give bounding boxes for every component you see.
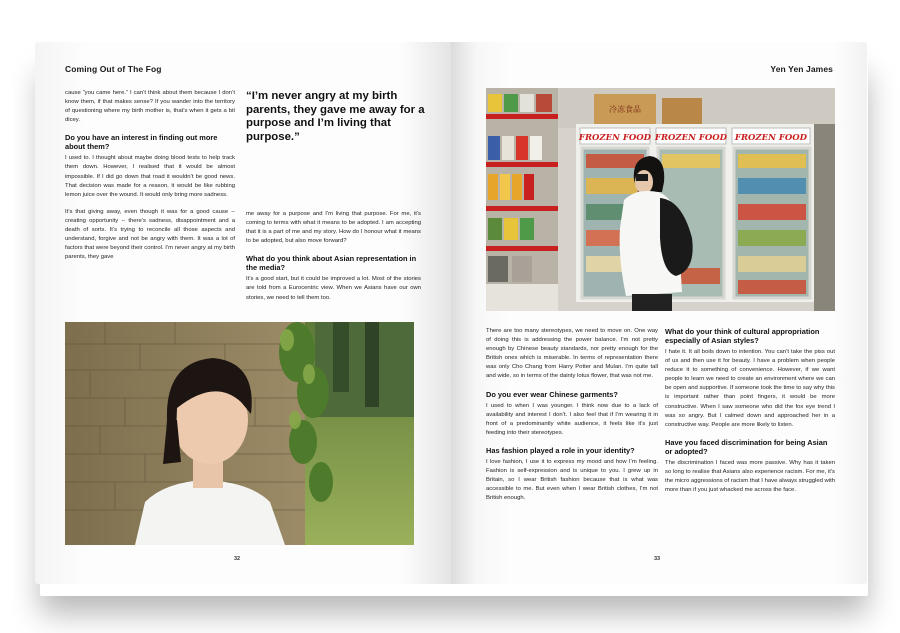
paragraph: I hate it. It all boils down to intention. You can’t take the piss out of us and then use it for beauty. I have a problem when people reduce it to something of convenience. However, if we want people to learn we need to create an environment where we can be open and supportive. If someone took the time to say why this is important rather than point fingers, it would be more constructive. When I saw someone who did the fox eye trend I was so angry. But I calmed down and approached her in a constructive way. People are more likely to listen. — [665, 349, 835, 428]
freezer-sign: FROZEN FOOD — [578, 133, 652, 143]
page-number-right: 33 — [654, 556, 661, 562]
paragraph: I used to when I was younger. I think now due to a lack of availability and interest I don’t. I also feel that if I’m wearing it in front of a predominantly white audience, it feels like it’s just feeding into their stereotypes. — [486, 402, 658, 436]
question-heading: What do you think about Asian representation in the media? — [246, 254, 417, 273]
paragraph: It’s a good start, but it could be improved a lot. Most of the stories are told from a Eurocentric view. When we Asians have our own stories, we need to tell them too. — [246, 276, 421, 301]
paragraph: The discrimination I faced was more passive. Why has it taken so long to realise that Asians also experience racism. For me, it’s the micro aggressions of racism that I have always struggled with more than if you just whacked me across the face. — [665, 459, 835, 494]
box-label: 冷冻食品 — [609, 105, 641, 114]
portrait-photo — [65, 322, 414, 545]
left-page — [35, 42, 451, 584]
paragraph: I used to. I thought about maybe doing blood tests to help track them down. However, I realised that it would be almost impossible. If I did go down that road it wouldn’t be good news. That decision was made for a reason, it would be like rubbing lemon juice over the wound. It would only bring more sadness. — [65, 155, 235, 198]
running-head-left: Coming Out of The Fog — [65, 64, 162, 74]
paragraph: me away for a purpose and I’m living that purpose. For me, it’s coming to terms with what it means to be adopted. I am accepting that it is a part of me and my story. How do I honour what it means to be adopted, but also move forward? — [246, 211, 421, 245]
freezer-sign: FROZEN FOOD — [734, 133, 808, 143]
running-head-right: Yen Yen James — [770, 64, 833, 74]
freezer-photo — [486, 88, 835, 311]
left-column-1 — [65, 89, 235, 270]
freezer-sign: FROZEN FOOD — [654, 133, 728, 143]
question-heading: Has fashion played a role in your identity? — [486, 445, 635, 455]
question-heading: Have you faced discrimination for being Asian or adopted? — [665, 437, 828, 456]
question-heading: What do your think of cultural appropriation especially of Asian styles? — [665, 327, 820, 345]
right-page — [451, 42, 867, 584]
right-column-2 — [665, 325, 835, 503]
paragraph: cause “you came here.” I can’t think about them because I don’t know them, if that makes sense? If you wander into the territory of questioning where my birth mother is, that’s when it gets a bit dicey. — [65, 90, 235, 124]
pull-quote: “I’m never angry at my birth parents, they gave me away for a purpose and I’m living that purpose.” — [246, 90, 425, 143]
paragraph: There are too many stereotypes, we need to move on. One way of doing this is addressing the power balance. I’m not pretty enough by Chinese beauty standards, nor pretty enough for the British ones which is miserable. In terms of representation there was only Cho Chang from Harry Potter and Mulan. I’m quite tall and wide, so in terms of the dainty lotus flower, that was not me. — [486, 328, 658, 380]
question-heading: Do you have an interest in finding out more about them? — [65, 133, 218, 152]
paragraph: I love fashion, I use it to express my mood and how I’m feeling. Fashion is self-expression and is unique to you. I grew up in Britain, so I wear British fashion because that is what was accessible to me. But even when I wear British clothes, I’m not British enough. — [486, 458, 658, 502]
right-column-1 — [486, 327, 658, 511]
paragraph: It’s that giving away, even though it was for a good cause -- creating opportunity -- there’s sadness, disappointment and a death of sorts. It’s trying to reconcile all those aspects and understand, forgive and not be angry with them. It was a lot of factors that were beyond their control. I’m never angry at my birth parents, they gave — [65, 208, 235, 261]
left-column-2 — [246, 210, 421, 311]
page-number-left: 32 — [234, 556, 241, 562]
question-heading: Do you ever wear Chinese garments? — [486, 389, 618, 399]
